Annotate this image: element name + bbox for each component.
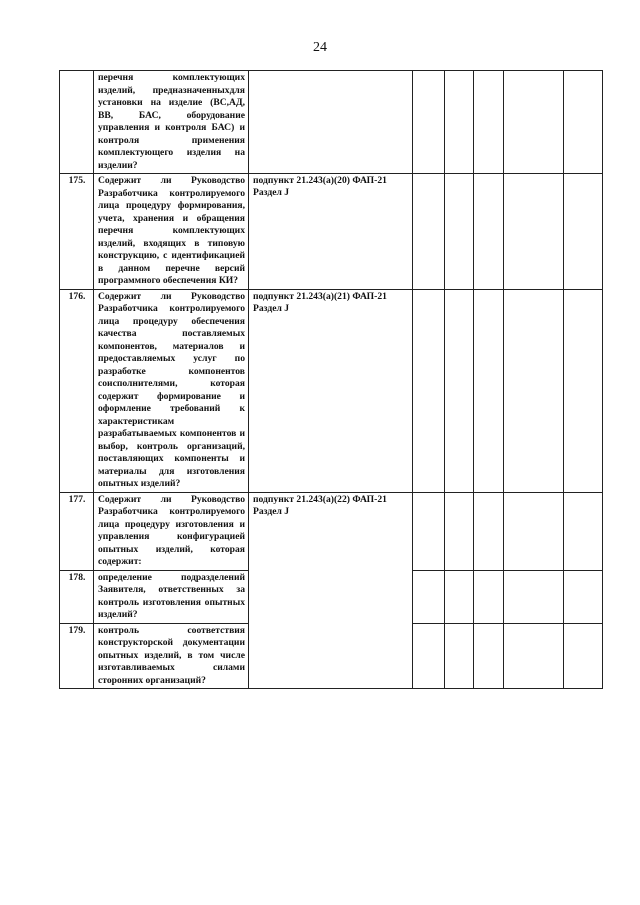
question-text: контроль соответствия конструкторской документации опытных изделий, в том числе изготавливаемых силами сторонних организаций? — [94, 623, 249, 689]
answer-cell — [445, 492, 474, 570]
row-number: 176. — [60, 289, 94, 492]
reference-text: подпункт 21.243(a)(20) ФАП-21 Раздел J — [249, 174, 413, 290]
answer-cell — [474, 623, 504, 689]
row-number: 177. — [60, 492, 94, 570]
answer-cell — [474, 492, 504, 570]
answer-cell — [564, 289, 603, 492]
answer-cell — [413, 492, 445, 570]
question-text: Содержит ли Руководство Разработчика контролируемого лица процедуру изготовления и управления конфигурацией опытных изделий, которая содержит: — [94, 492, 249, 570]
answer-cell — [413, 289, 445, 492]
question-text: перечня комплектующих изделий, предназначенныхдля установки на изделие (ВС,АД, ВВ, БАС, оборудование управления и контроля БАС) и контроля применения комплектующего изделия на изделии? — [94, 71, 249, 174]
row-number: 175. — [60, 174, 94, 290]
answer-cell — [564, 174, 603, 290]
reference-text: подпункт 21.243(a)(22) ФАП-21 Раздел J — [249, 492, 413, 689]
answer-cell — [413, 623, 445, 689]
answer-cell — [564, 492, 603, 570]
answer-cell — [504, 174, 564, 290]
answer-cell — [474, 570, 504, 623]
reference-text: подпункт 21.243(a)(21) ФАП-21 Раздел J — [249, 289, 413, 492]
answer-cell — [445, 289, 474, 492]
answer-cell — [504, 570, 564, 623]
answer-cell — [474, 71, 504, 174]
table-row — [60, 71, 603, 174]
page-number: 24 — [313, 40, 327, 55]
answer-cell — [413, 570, 445, 623]
answer-cell — [504, 623, 564, 689]
row-number: 178. — [60, 570, 94, 623]
question-text: определение подразделений Заявителя, ответственных за контроль изготовления опытных изделий? — [94, 570, 249, 623]
row-number — [60, 71, 94, 174]
answer-cell — [504, 289, 564, 492]
answer-cell — [413, 71, 445, 174]
answer-cell — [445, 623, 474, 689]
answer-cell — [445, 174, 474, 290]
table-row — [60, 174, 603, 290]
answer-cell — [445, 71, 474, 174]
table-row — [60, 492, 603, 570]
answer-cell — [474, 174, 504, 290]
table-row — [60, 289, 603, 492]
answer-cell — [413, 174, 445, 290]
answer-cell — [445, 570, 474, 623]
answer-cell — [564, 71, 603, 174]
answer-cell — [504, 71, 564, 174]
answer-cell — [504, 492, 564, 570]
row-number: 179. — [60, 623, 94, 689]
answer-cell — [564, 623, 603, 689]
question-text: Содержит ли Руководство Разработчика контролируемого лица процедуру обеспечения качества поставляемых компонентов, материалов и предоставляемых услуг по разработке компонентов соисполнителями, которая содержит формирование и оформление требований к характеристикам разрабатываемых компонентов и выбор, контроль организаций, поставляющих компоненты и материалы для изготовления опытных изделий? — [94, 289, 249, 492]
reference-text — [249, 71, 413, 174]
answer-cell — [474, 289, 504, 492]
checklist-table — [59, 70, 603, 689]
question-text: Содержит ли Руководство Разработчика контролируемого лица процедуру формирования, учета, хранения и обращения перечня комплектующих изделий, входящих в типовую конструкцию, с идентификацией в данном перечне версий программного обеспечения КИ? — [94, 174, 249, 290]
answer-cell — [564, 570, 603, 623]
